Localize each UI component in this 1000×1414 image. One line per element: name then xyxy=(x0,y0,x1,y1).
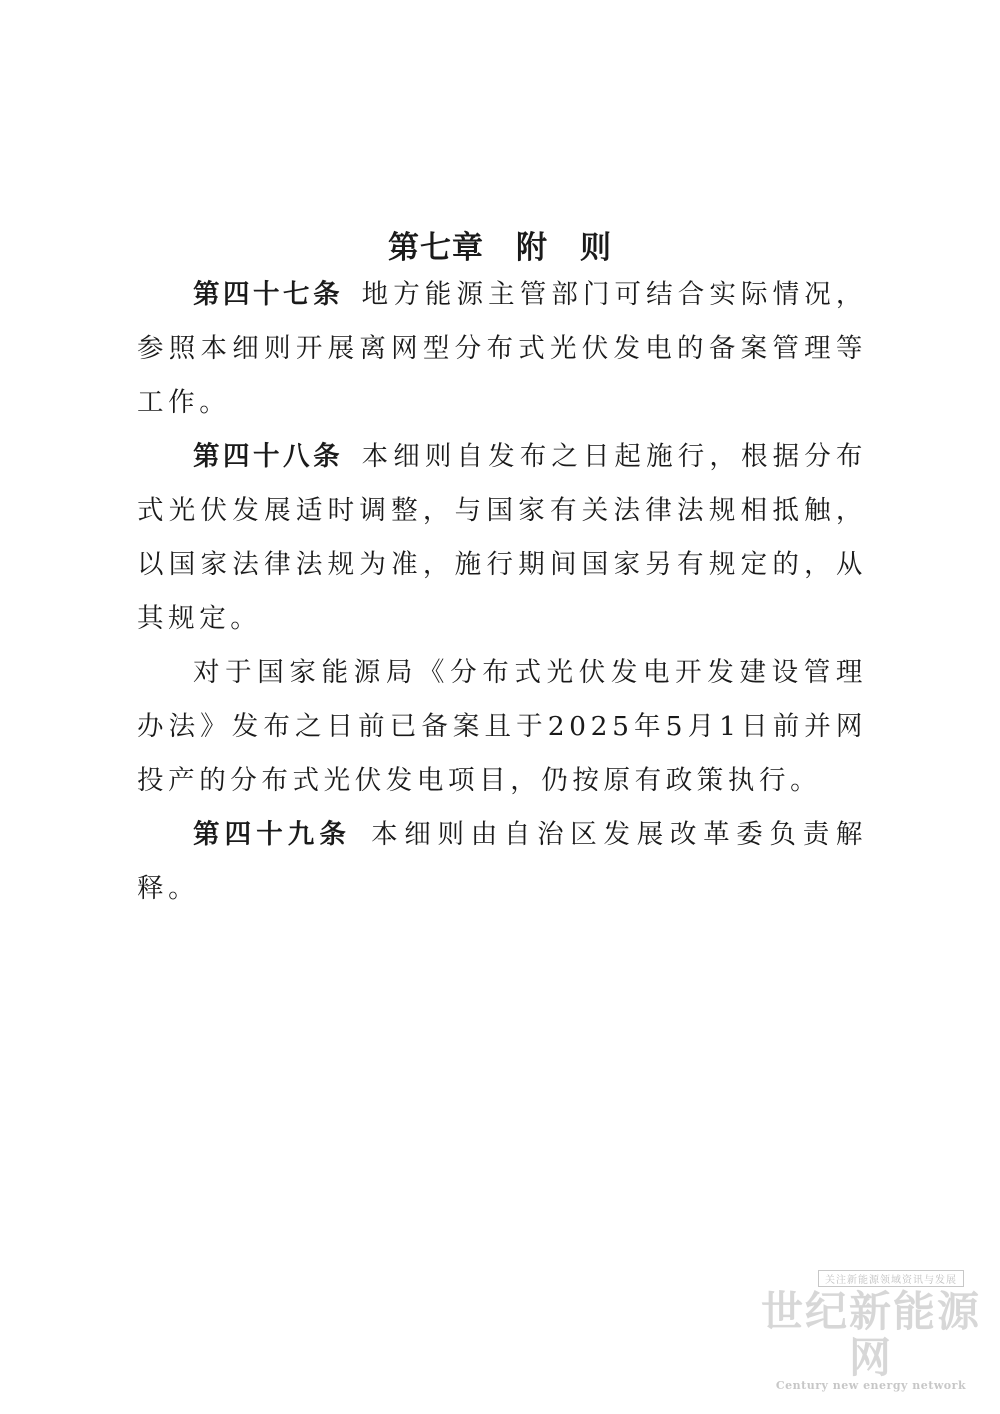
document-body xyxy=(137,268,867,916)
article-text: 对于国家能源局《分布式光伏发电开发建设管理办法》发布之日前已备案且于2025年5月1日前并网投产的分布式光伏发电项目，仍按原有政策执行。 xyxy=(137,657,867,796)
watermark-logo-text: 世纪新能源网 xyxy=(760,1287,981,1382)
article-48 xyxy=(137,430,867,646)
chapter-title: 第七章 附 则 xyxy=(388,230,612,266)
article-number: 第四十七条 xyxy=(193,279,344,310)
article-number: 第四十八条 xyxy=(193,441,344,472)
article-number: 第四十九条 xyxy=(193,819,351,850)
watermark-english: Century new energy network xyxy=(775,1379,967,1392)
article-47 xyxy=(137,268,867,430)
article-text: 本细则由自治区发展改革委负责解释。 xyxy=(137,819,867,904)
watermark-tagline: 关注新能源领域资讯与发展 xyxy=(818,1270,964,1287)
article-text: 地方能源主管部门可结合实际情况，参照本细则开展离网型分布式光伏发电的备案管理等工作。 xyxy=(137,279,867,418)
article-text: 本细则自发布之日起施行，根据分布式光伏发展适时调整，与国家有关法律法规相抵触，以国家法律法规为准，施行期间国家另有规定的，从其规定。 xyxy=(137,441,867,634)
article-49 xyxy=(137,808,867,916)
article-48-supplement xyxy=(137,646,867,808)
site-watermark xyxy=(756,1268,986,1392)
